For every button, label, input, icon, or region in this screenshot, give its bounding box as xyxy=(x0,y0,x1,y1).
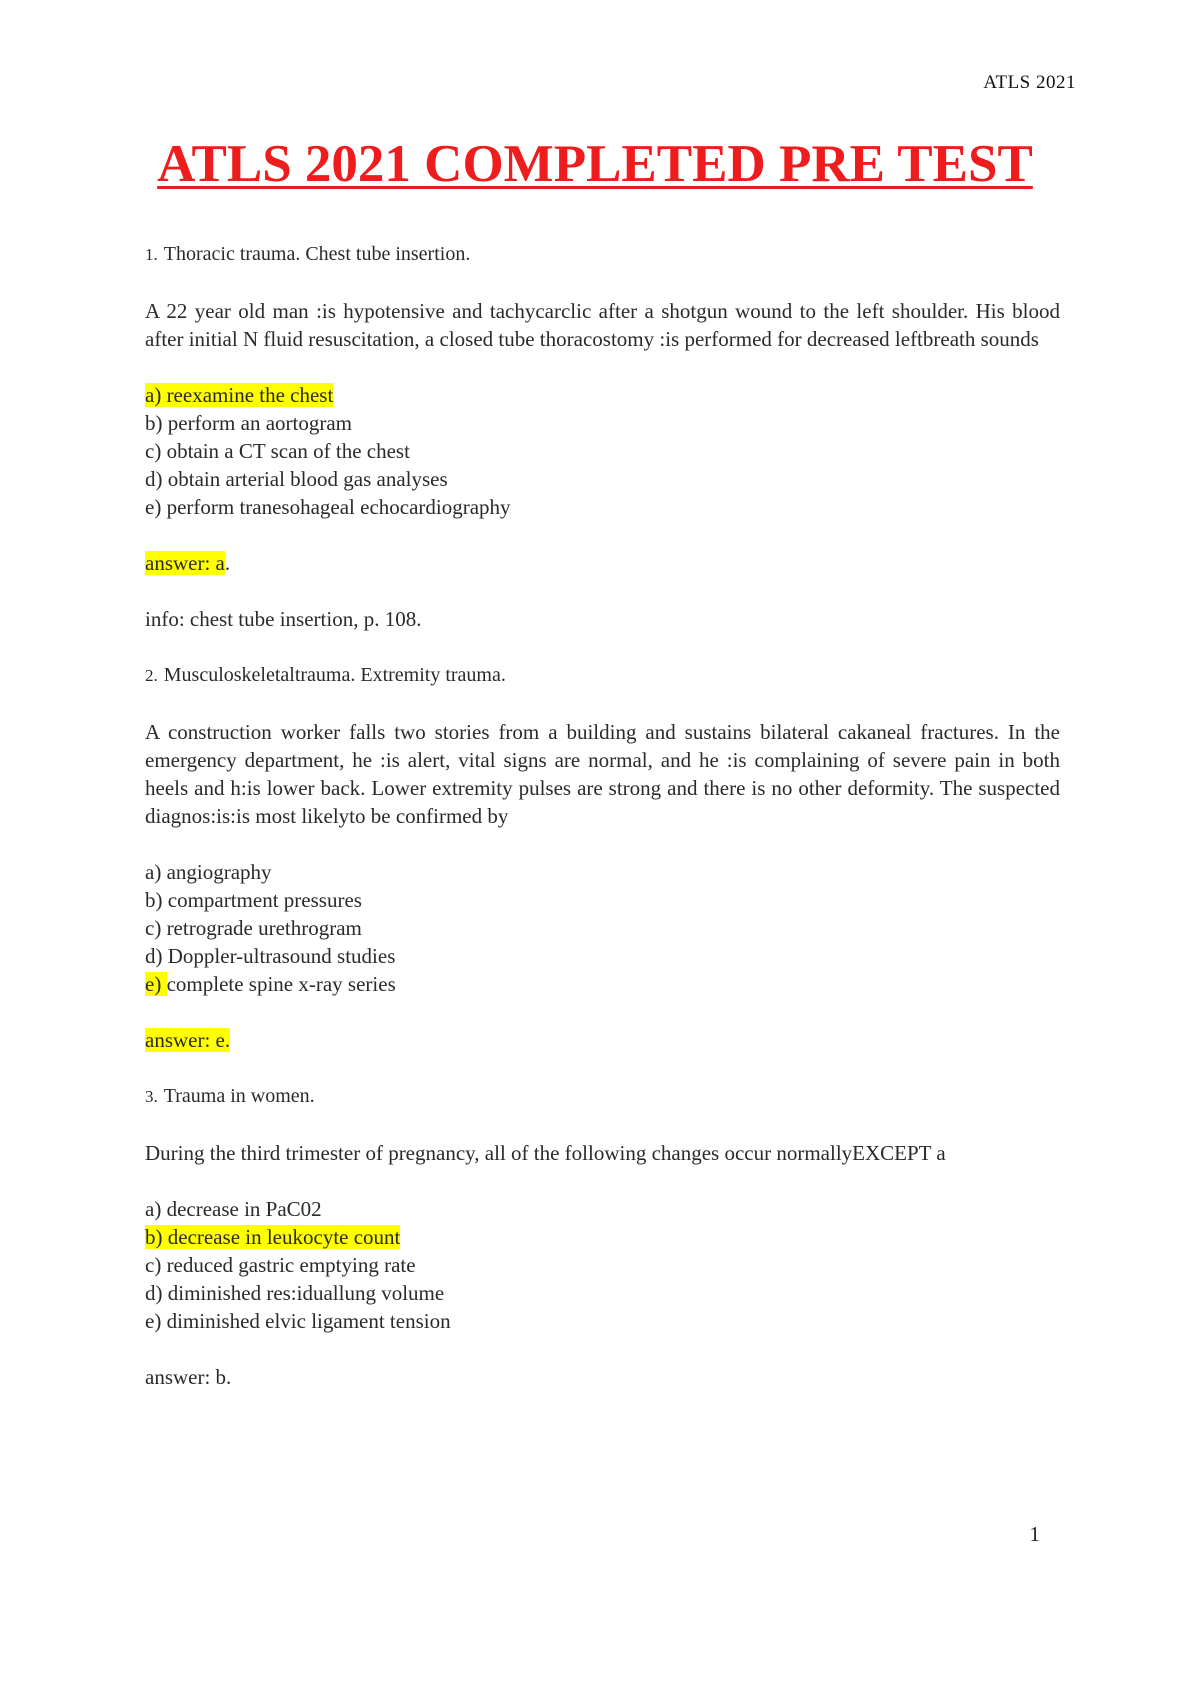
question-3 xyxy=(145,1082,1060,1391)
option-c: c) obtain a CT scan of the chest xyxy=(145,439,410,463)
question-topic: Trauma in women. xyxy=(163,1085,315,1107)
question-number: 1. xyxy=(145,245,158,264)
option-c: c) retrograde urethrogram xyxy=(145,916,362,940)
question-topic: Musculoskeletaltrauma. Extremity trauma. xyxy=(163,664,506,686)
option-d: d) diminished res:iduallung volume xyxy=(145,1281,445,1305)
question-heading xyxy=(145,661,1060,690)
option-list xyxy=(145,381,1060,521)
question-1 xyxy=(145,240,1060,633)
option-text: complete spine x-ray series xyxy=(166,972,396,996)
answer-line xyxy=(145,1026,1060,1054)
option-list xyxy=(145,858,1060,998)
option-a xyxy=(145,381,1060,409)
question-heading xyxy=(145,240,1060,269)
answer-line: answer: b. xyxy=(145,1365,232,1389)
answer-line xyxy=(145,549,1060,577)
question-2 xyxy=(145,661,1060,1054)
highlighted-answer: answer: e. xyxy=(145,1028,231,1052)
option-e: e) diminished elvic ligament tension xyxy=(145,1309,451,1333)
option-c: c) reduced gastric emptying rate xyxy=(145,1253,416,1277)
option-list xyxy=(145,1195,1060,1335)
highlighted-option: b) decrease in leukocyte count xyxy=(145,1225,401,1249)
option-e xyxy=(145,970,1060,998)
question-stem: A 22 year old man :is hypotensive and tachycarclic after a shotgun wound to the left shoulder. His blood after initial N fluid resuscitation, a closed tube thoracostomy :is performed for decreased leftbreath sounds xyxy=(145,299,1060,351)
question-heading xyxy=(145,1082,1060,1111)
answer-suffix: . xyxy=(224,551,231,575)
option-a: a) angiography xyxy=(145,860,272,884)
highlighted-option-prefix: e) xyxy=(145,972,167,996)
question-stem: A construction worker falls two stories from a building and sustains bilateral cakaneal fractures. In the emergency department, he :is alert, vital signs are normal, and he :is complaining of severe pain in both heels and h:is lower back. Lower extremity pulses are strong and there is no other deformity. The suspected diagnos:is:is most likelyto be confirmed by xyxy=(145,720,1060,828)
document-body xyxy=(145,240,1060,1419)
page-number: 1 xyxy=(1029,1522,1040,1546)
option-b: b) compartment pressures xyxy=(145,888,362,912)
question-stem: During the third trimester of pregnancy, all of the following changes occur normallyEXCEPT a xyxy=(145,1141,946,1165)
document-title: ATLS 2021 COMPLETED PRE TEST xyxy=(157,135,1033,193)
option-b xyxy=(145,1223,1060,1251)
option-d: d) Doppler-ultrasound studies xyxy=(145,944,396,968)
highlighted-answer: answer: a xyxy=(145,551,225,575)
option-b: b) perform an aortogram xyxy=(145,411,352,435)
option-e: e) perform tranesohageal echocardiography xyxy=(145,495,511,519)
question-topic: Thoracic trauma. Chest tube insertion. xyxy=(163,243,471,265)
option-d: d) obtain arterial blood gas analyses xyxy=(145,467,448,491)
running-header: ATLS 2021 xyxy=(983,72,1076,93)
option-a: a) decrease in PaC02 xyxy=(145,1197,322,1221)
question-number: 3. xyxy=(145,1087,158,1106)
highlighted-option: a) reexamine the chest xyxy=(145,383,334,407)
reference-info: info: chest tube insertion, p. 108. xyxy=(145,607,422,631)
question-number: 2. xyxy=(145,666,158,685)
